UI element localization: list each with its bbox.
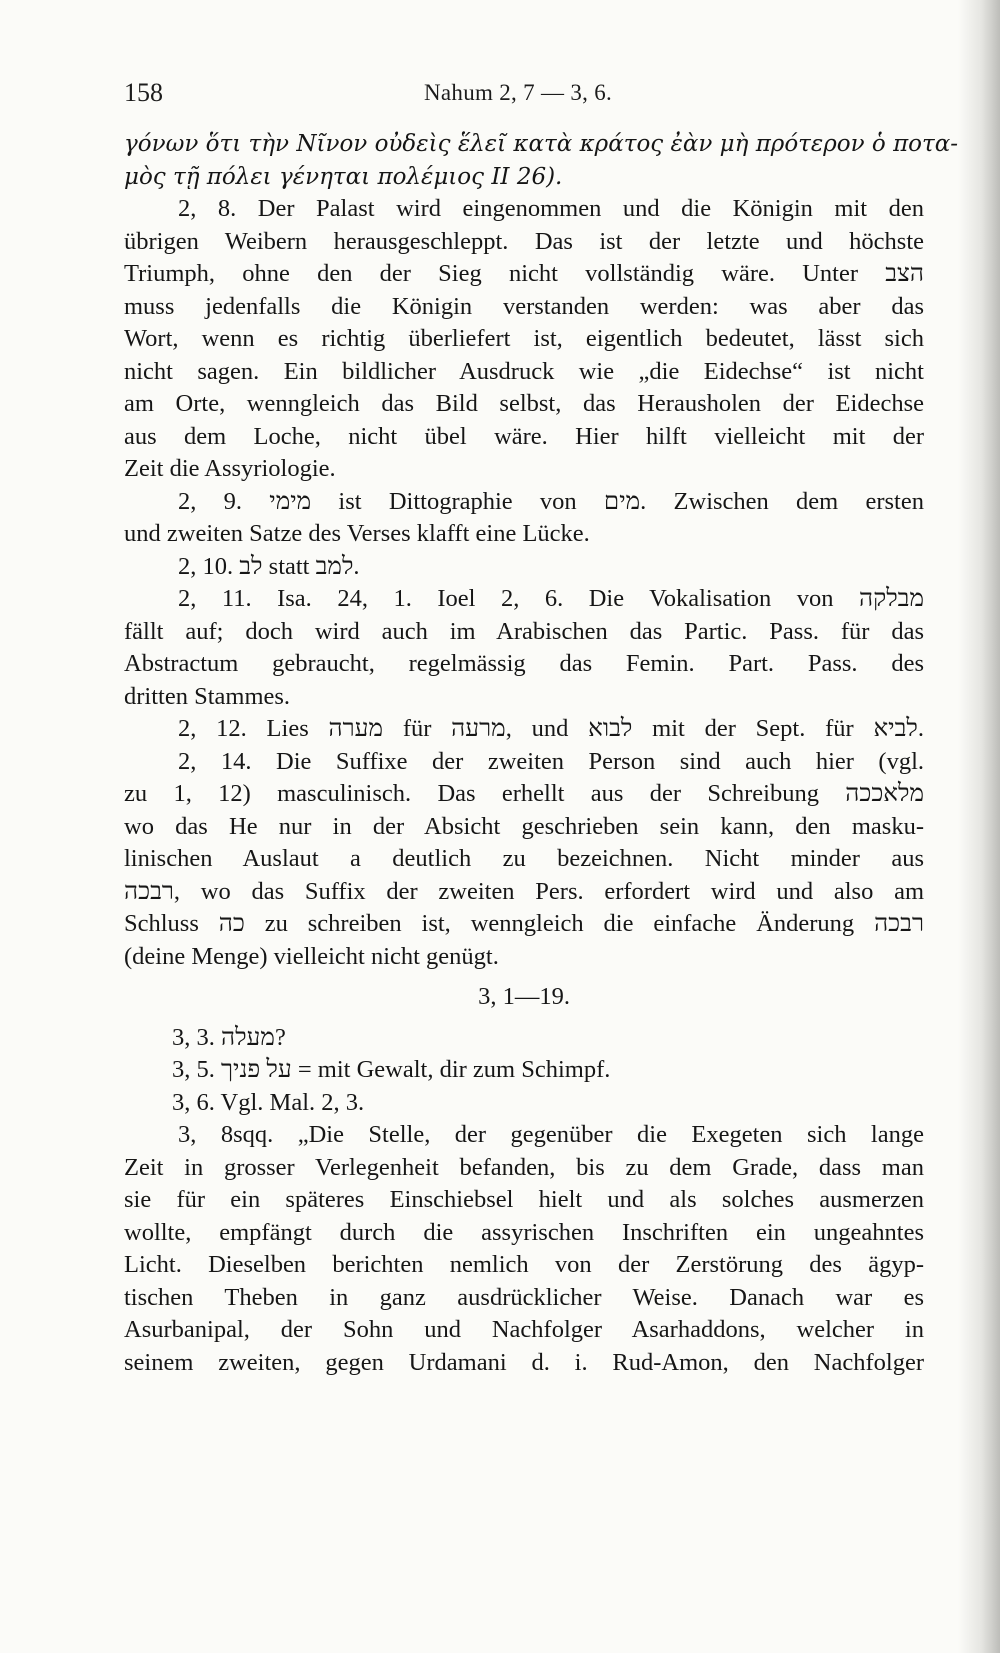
text-line: 2, 8. Der Palast wird eingenommen und die Königin mit den: [178, 195, 924, 222]
text-line: 3, 8sqq. „Die Stelle, der gegenüber die Exegeten sich lange: [178, 1121, 924, 1148]
text-line: Zeit in grosser Verlegenheit befanden, bis zu dem Grade, dass man: [124, 1153, 924, 1181]
text-line: dritten Stammes.: [124, 682, 291, 710]
text-line: Triumph, ohne den der Sieg nicht vollständig wäre. Unter הצב: [124, 260, 924, 287]
text-line: seinem zweiten, gegen Urdamani d. i. Rud-Amon, den Nachfolger: [124, 1348, 924, 1376]
section-heading: 3, 1—19.: [478, 983, 570, 1010]
running-head: Nahum 2, 7 — 3, 6.: [424, 80, 613, 105]
text-line: Schluss כה zu schreiben ist, wenngleich die einfache Änderung רבכה: [124, 910, 924, 937]
text-line: linischen Auslaut a deutlich zu bezeichnen. Nicht minder aus: [124, 845, 924, 872]
text-line: 2, 12. Lies מערה für מרעה, und לבוא mit der Sept. für לביא.: [178, 715, 925, 742]
text-line: Zeit die Assyriologie.: [124, 455, 336, 482]
text-line: nicht sagen. Ein bildlicher Ausdruck wie „die Eidechse“ ist nicht: [124, 357, 924, 385]
text-line: aus dem Loche, nicht übel wäre. Hier hilft vielleicht mit der: [124, 422, 924, 450]
text-line: tischen Theben in ganz ausdrücklicher Weise. Danach war es: [124, 1283, 924, 1311]
text-line: (deine Menge) vielleicht nicht genügt.: [124, 942, 499, 970]
text-line: zu 1, 12) masculinisch. Das erhellt aus der Schreibung מלאככה: [124, 780, 924, 807]
text-line: Licht. Dieselben berichten nemlich von der Zerstörung des ägyp-: [124, 1251, 924, 1278]
text-line: und zweiten Satze des Verses klafft eine Lücke.: [124, 520, 590, 547]
page-header: [124, 70, 924, 110]
text-line: wo das He nur in der Absicht geschrieben sein kann, den masku-: [124, 812, 924, 840]
page-number: 158: [124, 78, 163, 107]
text-line: übrigen Weibern herausgeschleppt. Das ist der letzte und höchste: [124, 227, 924, 255]
text-line: sie für ein späteres Einschiebsel hielt und als solches ausmerzen: [124, 1186, 924, 1213]
text-line: Abstractum gebraucht, regelmässig das Femin. Part. Pass. des: [124, 650, 924, 677]
text-line: γόνων ὅτι τὴν Νῖνον οὐδεὶς ἕλεῖ κατὰ κράτος ἐὰν μὴ πρότερον ὁ ποτα-: [124, 131, 959, 157]
text-line: muss jedenfalls die Königin verstanden werden: was aber das: [124, 292, 924, 320]
text-line: 2, 9. מימי ist Dittographie von מים. Zwischen dem ersten: [178, 487, 924, 515]
text-line: fällt auf; doch wird auch im Arabischen das Partic. Pass. für das: [124, 617, 924, 645]
text-line: μὸς τῇ πόλει γένηται πολέμιος II 26).: [124, 163, 563, 190]
body-text: [124, 128, 959, 1379]
page-edge-shadow: [958, 0, 1000, 1653]
text-line: Wort, wenn es richtig überliefert ist, eigentlich bedeutet, lässt sich: [124, 325, 924, 352]
text-line: 3, 3. מעלה?: [172, 1023, 286, 1051]
text-line: 2, 14. Die Suffixe der zweiten Person sind auch hier (vgl.: [178, 747, 924, 775]
text-line: am Orte, wenngleich das Bild selbst, das Herausholen der Eidechse: [124, 390, 924, 417]
text-line: wollte, empfängt durch die assyrischen Inschriften ein ungeahntes: [124, 1218, 924, 1246]
text-line: רבכה, wo das Suffix der zweiten Pers. erfordert wird und also am: [124, 877, 924, 905]
text-line: 2, 10. לב statt למב.: [178, 552, 360, 580]
text-line: 3, 5. על פניך = mit Gewalt, dir zum Schimpf.: [172, 1056, 611, 1083]
text-line: 3, 6. Vgl. Mal. 2, 3.: [172, 1088, 365, 1116]
text-line: 2, 11. Isa. 24, 1. Ioel 2, 6. Die Vokalisation von מבלקה: [178, 585, 924, 612]
text-line: Asurbanipal, der Sohn und Nachfolger Asarhaddons, welcher in: [124, 1316, 924, 1343]
